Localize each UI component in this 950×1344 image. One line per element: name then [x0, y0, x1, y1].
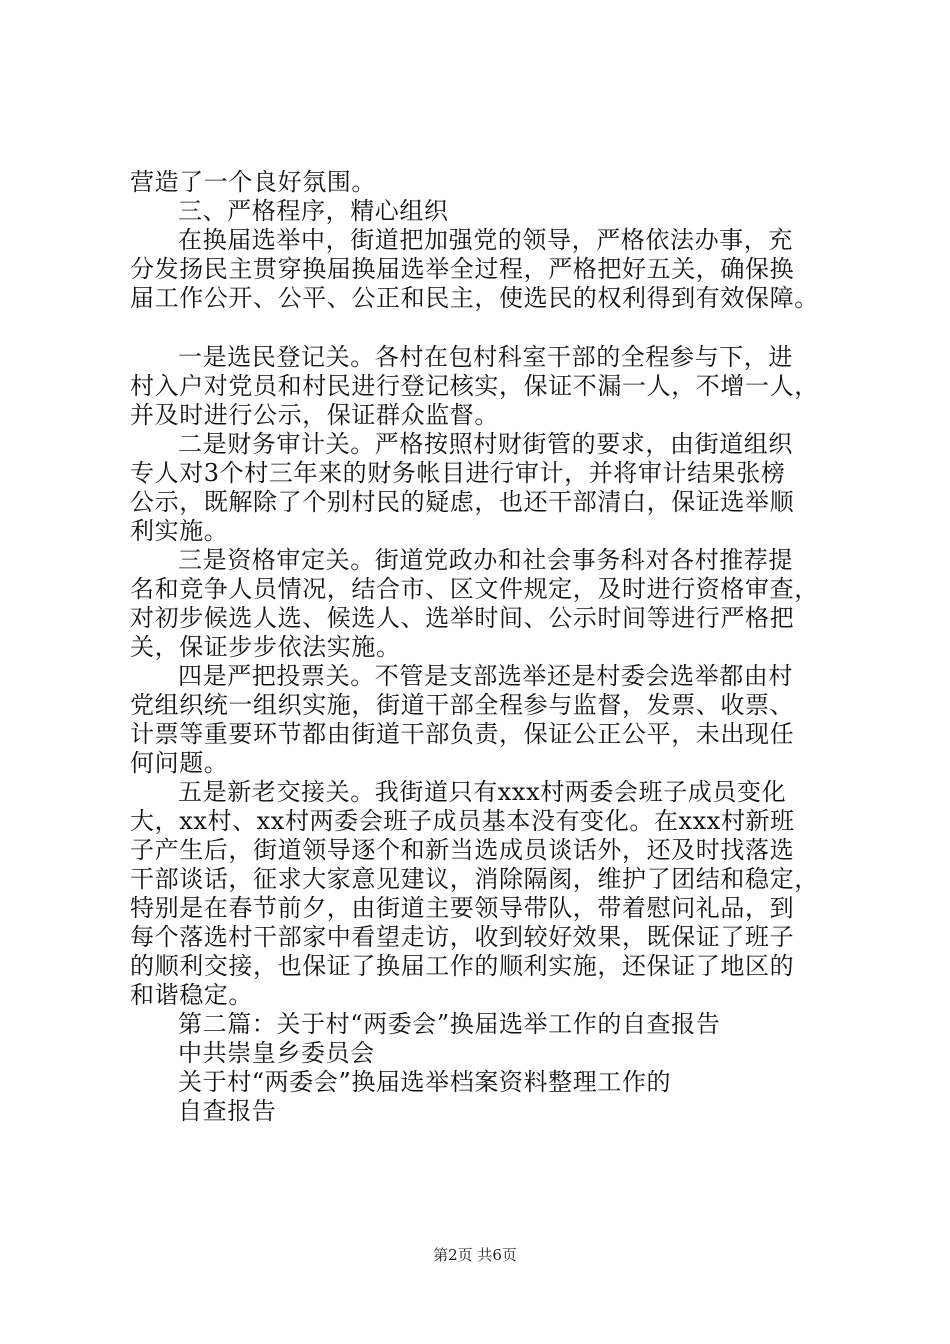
text-line: 利实施。: [130, 517, 229, 545]
text-line: 专人对3个村三年来的财务帐目进行审计，并将审计结果张榜: [130, 459, 786, 487]
report-title-continued: 自查报告: [178, 1097, 277, 1125]
text-line: 二是财务审计关。严格按照村财街管的要求，由街道组织: [178, 430, 793, 458]
section-heading: 三、严格程序，精心组织: [178, 197, 449, 225]
text-line: 和谐稳定。: [130, 981, 253, 1009]
text-line: 关，保证步步依法实施。: [130, 633, 401, 661]
text-line: 名和竞争人员情况，结合市、区文件规定，及时进行资格审查，: [130, 575, 819, 603]
text-line: 并及时进行公示，保证群众监督。: [130, 401, 499, 429]
text-line: 的顺利交接，也保证了换届工作的顺利实施，还保证了地区的: [130, 952, 795, 980]
text-line: 何问题。: [130, 749, 229, 777]
text-line: 特别是在春节前夕，由街道主要领导带队，带着慰问礼品，到: [130, 894, 795, 922]
text-line: 三是资格审定关。街道党政办和社会事务科对各村推荐提: [178, 546, 793, 574]
text-line: 四是严把投票关。不管是支部选举还是村委会选举都由村: [178, 662, 793, 690]
text-line: 村入户对党员和村民进行登记核实，保证不漏一人，不增一人，: [130, 372, 819, 400]
text-line: 公示，既解除了个别村民的疑虑，也还干部清白，保证选举顺: [130, 488, 795, 516]
text-line: 大，xx村、xx村两委会班子成员基本没有变化。在xxx村新班: [130, 807, 795, 835]
text-line: 在换届选举中，街道把加强党的领导，严格依法办事，充: [178, 226, 793, 254]
text-line: 每个落选村干部家中看望走访，收到较好效果，既保证了班子: [130, 923, 795, 951]
text-line: 五是新老交接关。我街道只有xxx村两委会班子成员变化: [178, 778, 787, 806]
text-line: 届工作公开、公平、公正和民主，使选民的权利得到有效保障。: [130, 284, 819, 312]
text-line: 计票等重要环节都由街道干部负责，保证公正公平，未出现任: [130, 720, 795, 748]
organization-name: 中共崇皇乡委员会: [178, 1039, 375, 1067]
text-line: 一是选民登记关。各村在包村科室干部的全程参与下，进: [178, 343, 793, 371]
text-line: 子产生后，街道领导逐个和新当选成员谈话外，还及时找落选: [130, 836, 795, 864]
text-line: 分发扬民主贯穿换届换届选举全过程，严格把好五关，确保换: [130, 255, 795, 283]
paragraph-gap: [130, 313, 830, 343]
text-line: 党组织统一组织实施，街道干部全程参与监督，发票、收票、: [130, 691, 795, 719]
text-line: 对初步候选人选、候选人、选举时间、公示时间等进行严格把: [130, 604, 795, 632]
report-title: 关于村“两委会”换届选举档案资料整理工作的: [178, 1068, 672, 1096]
text-line: 营造了一个良好氛围。: [130, 168, 376, 196]
chapter-title: 第二篇：关于村“两委会”换届选举工作的自查报告: [178, 1010, 721, 1038]
page-number: 第2页 共6页: [433, 1246, 517, 1264]
document-body: [130, 168, 830, 1126]
text-line: 干部谈话，征求大家意见建议，消除隔阂，维护了团结和稳定，: [130, 865, 819, 893]
